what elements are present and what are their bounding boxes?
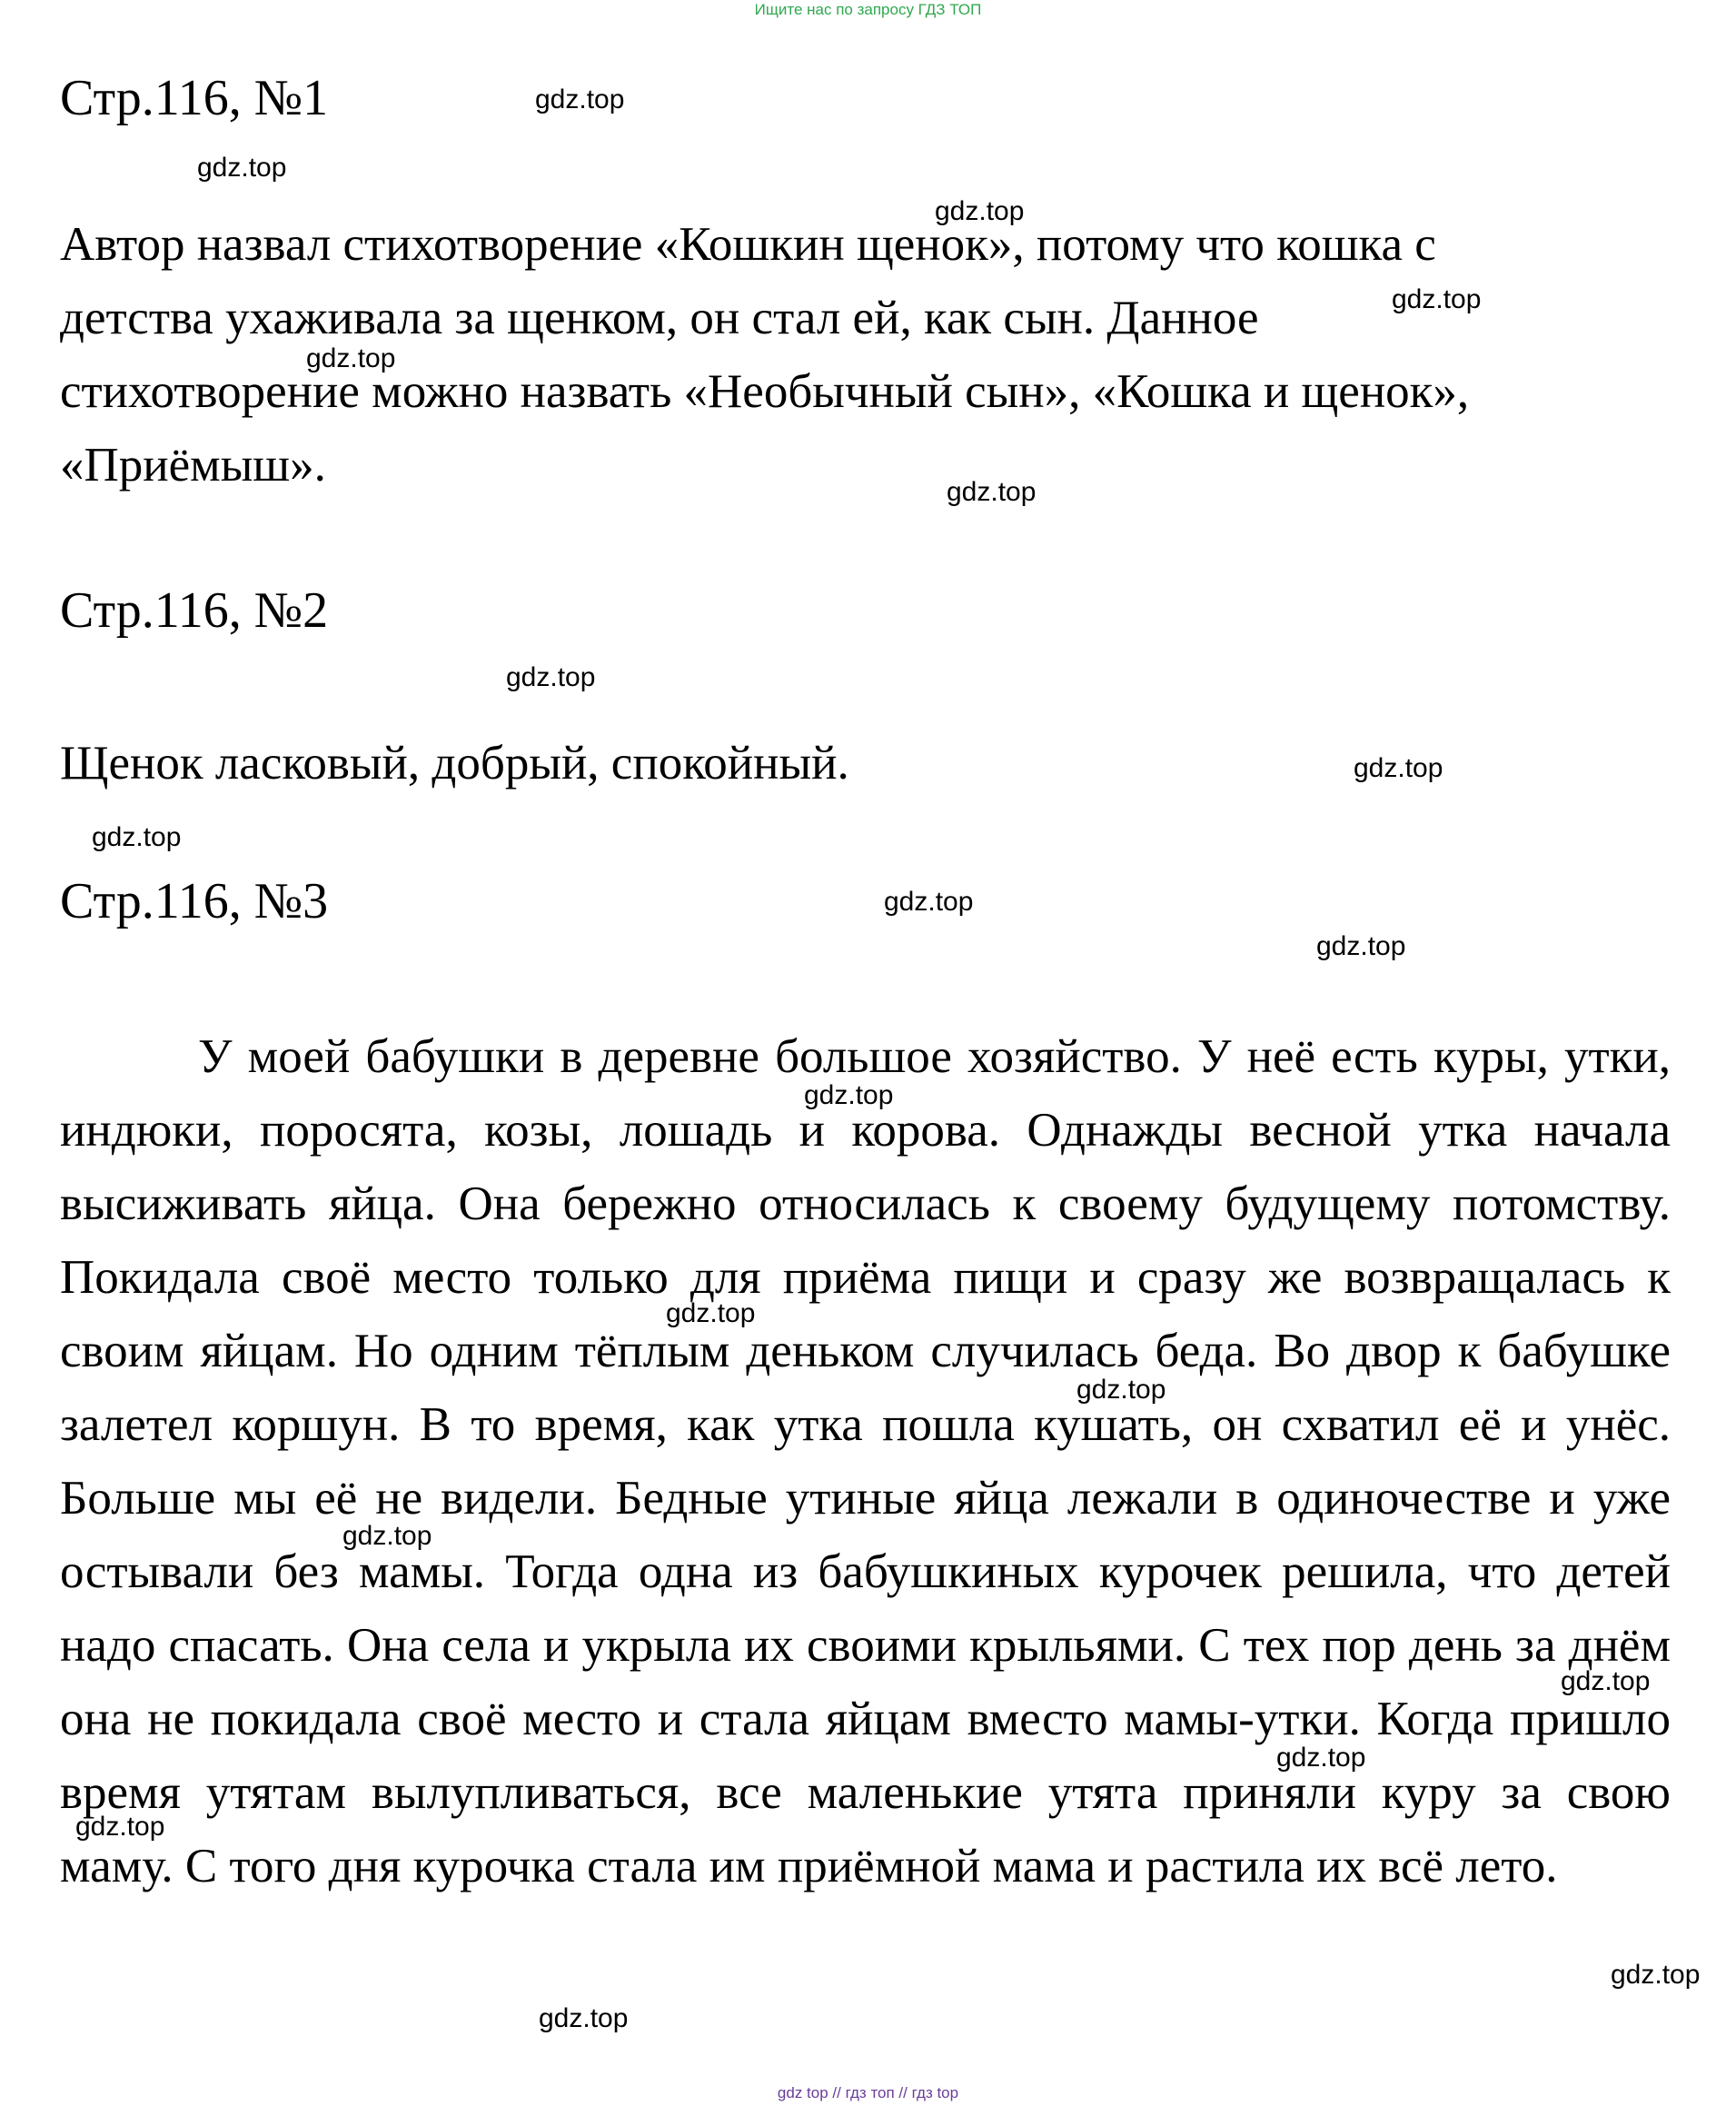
watermark: gdz.top (935, 196, 1025, 226)
answer-3-story: У моей бабушки в деревне большое хозяйство. У неё есть куры, утки, индюки, поросята, козы, лошадь и корова. Однажды весной утка начала высиживать яйца. Она бережно относилась к своему будущему потомству. Покидала своё место только для приёма пищи и сразу же возвращалась к своим яйцам. Но одним тёплым деньком случилась беда. Во двор к бабушке залетел коршун. В то время, как утка пошла кушать, он схватил её и унёс. Больше мы её не видели. Бедные утиные яйца лежали в одиночестве и уже остывали без мамы. Тогда одна из бабушкиных курочек решила, что детей надо спасать. Она села и укрыла их своими крыльями. С тех пор день за днём она не покидала своё место и стала яйцам вместо мамы-утки. Когда пришло время утятам вылупливаться, все маленькие утята приняли куру за свою маму. С того дня курочка стала им приёмной мама и растила их всё лето. (60, 1030, 1671, 1892)
answer-1-line-2: детства ухаживала за щенком, он стал ей, как сын. Данное (60, 292, 1259, 344)
top-banner: Ищите нас по запросу ГДЗ ТОП (754, 1, 982, 18)
watermark: gdz.top (1076, 1375, 1166, 1405)
watermark: gdz.top (666, 1298, 756, 1328)
heading-section-2: Стр.116, №2 (60, 582, 329, 639)
watermark: gdz.top (75, 1812, 165, 1842)
watermark: gdz.top (1392, 284, 1482, 314)
answer-2-text: Щенок ласковый, добрый, спокойный. (60, 737, 849, 790)
watermark: gdz.top (1316, 931, 1406, 961)
watermark: gdz.top (1354, 753, 1443, 783)
answer-1-line-4: «Приёмыш». (60, 439, 326, 492)
answer-1-line-1: Автор назвал стихотворение «Кошкин щенок», потому что кошка с (60, 218, 1436, 271)
watermark: gdz.top (1611, 1960, 1701, 1990)
watermark: gdz.top (197, 153, 287, 183)
watermark: gdz.top (506, 662, 596, 692)
watermark: gdz.top (947, 477, 1037, 507)
watermark: gdz.top (306, 343, 396, 373)
watermark: gdz.top (535, 84, 625, 114)
watermark: gdz.top (1276, 1743, 1366, 1773)
heading-section-3: Стр.116, №3 (60, 873, 329, 929)
watermark: gdz.top (92, 822, 182, 852)
answer-1-line-3: стихотворение можно назвать «Необычный сын», «Кошка и щенок», (60, 365, 1470, 418)
watermark: gdz.top (804, 1080, 894, 1110)
bottom-banner: gdz top // гдз топ // гдз top (777, 2084, 959, 2101)
heading-section-1: Стр.116, №1 (60, 70, 329, 126)
watermark: gdz.top (884, 887, 974, 917)
watermark: gdz.top (342, 1521, 432, 1551)
watermark: gdz.top (1561, 1666, 1651, 1696)
watermark: gdz.top (539, 2003, 629, 2033)
